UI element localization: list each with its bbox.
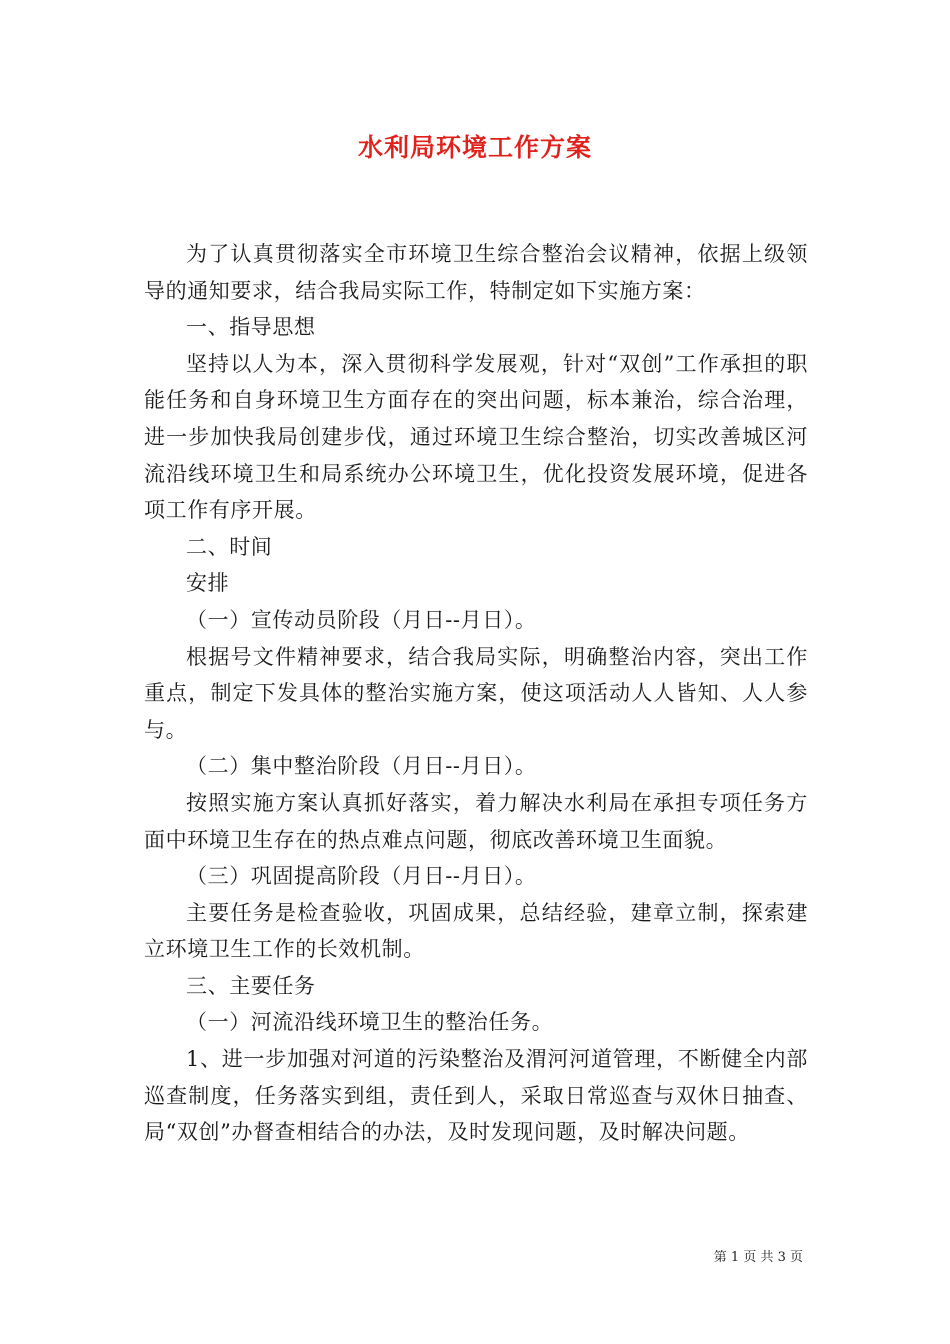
paragraph: 安排 [186, 571, 230, 596]
subsection-heading: （一）河流沿线环境卫生的整治任务。 [186, 1010, 554, 1035]
subsection-heading: （三）巩固提高阶段（月日--月日）。 [186, 864, 537, 889]
section-heading: 一、指导思想 [186, 315, 316, 340]
paragraph: 1、进一步加强对河道的污染整治及渭河河道管理，不断健全内部巡查制度，任务落实到组，责任到人，采取日常巡查与双休日抽查、局“双创”办督查相结合的办法，及时发现问题，及时解决问题。 [144, 1047, 808, 1145]
section-heading: 二、时间 [186, 534, 273, 559]
subsection-heading: （一）宣传动员阶段（月日--月日）。 [186, 607, 537, 632]
subsection-heading: （二）集中整治阶段（月日--月日）。 [186, 754, 537, 779]
paragraph: 根据号文件精神要求，结合我局实际，明确整治内容，突出工作重点，制定下发具体的整治实施方案，使这项活动人人皆知、人人参与。 [144, 644, 808, 742]
document-title: 水利局环境工作方案 [357, 133, 592, 162]
section-heading: 三、主要任务 [186, 973, 316, 998]
paragraph: 为了认真贯彻落实全市环境卫生综合整治会议精神，依据上级领导的通知要求，结合我局实际工作，特制定如下实施方案： [144, 242, 808, 303]
page-number: 第 1 页 共 3 页 [713, 1250, 803, 1265]
document-body [144, 236, 808, 1151]
paragraph: 主要任务是检查验收，巩固成果，总结经验，建章立制，探索建立环境卫生工作的长效机制。 [144, 900, 808, 962]
paragraph: 坚持以人为本，深入贯彻科学发展观，针对“双创”工作承担的职能任务和自身环境卫生方面存在的突出问题，标本兼治，综合治理，进一步加快我局创建步伐，通过环境卫生综合整治，切实改善城区河流沿线环境卫生和局系统办公环境卫生，优化投资发展环境，促进各项工作有序开展。 [144, 351, 808, 523]
paragraph: 按照实施方案认真抓好落实，着力解决水利局在承担专项任务方面中环境卫生存在的热点难点问题，彻底改善环境卫生面貌。 [144, 790, 808, 852]
